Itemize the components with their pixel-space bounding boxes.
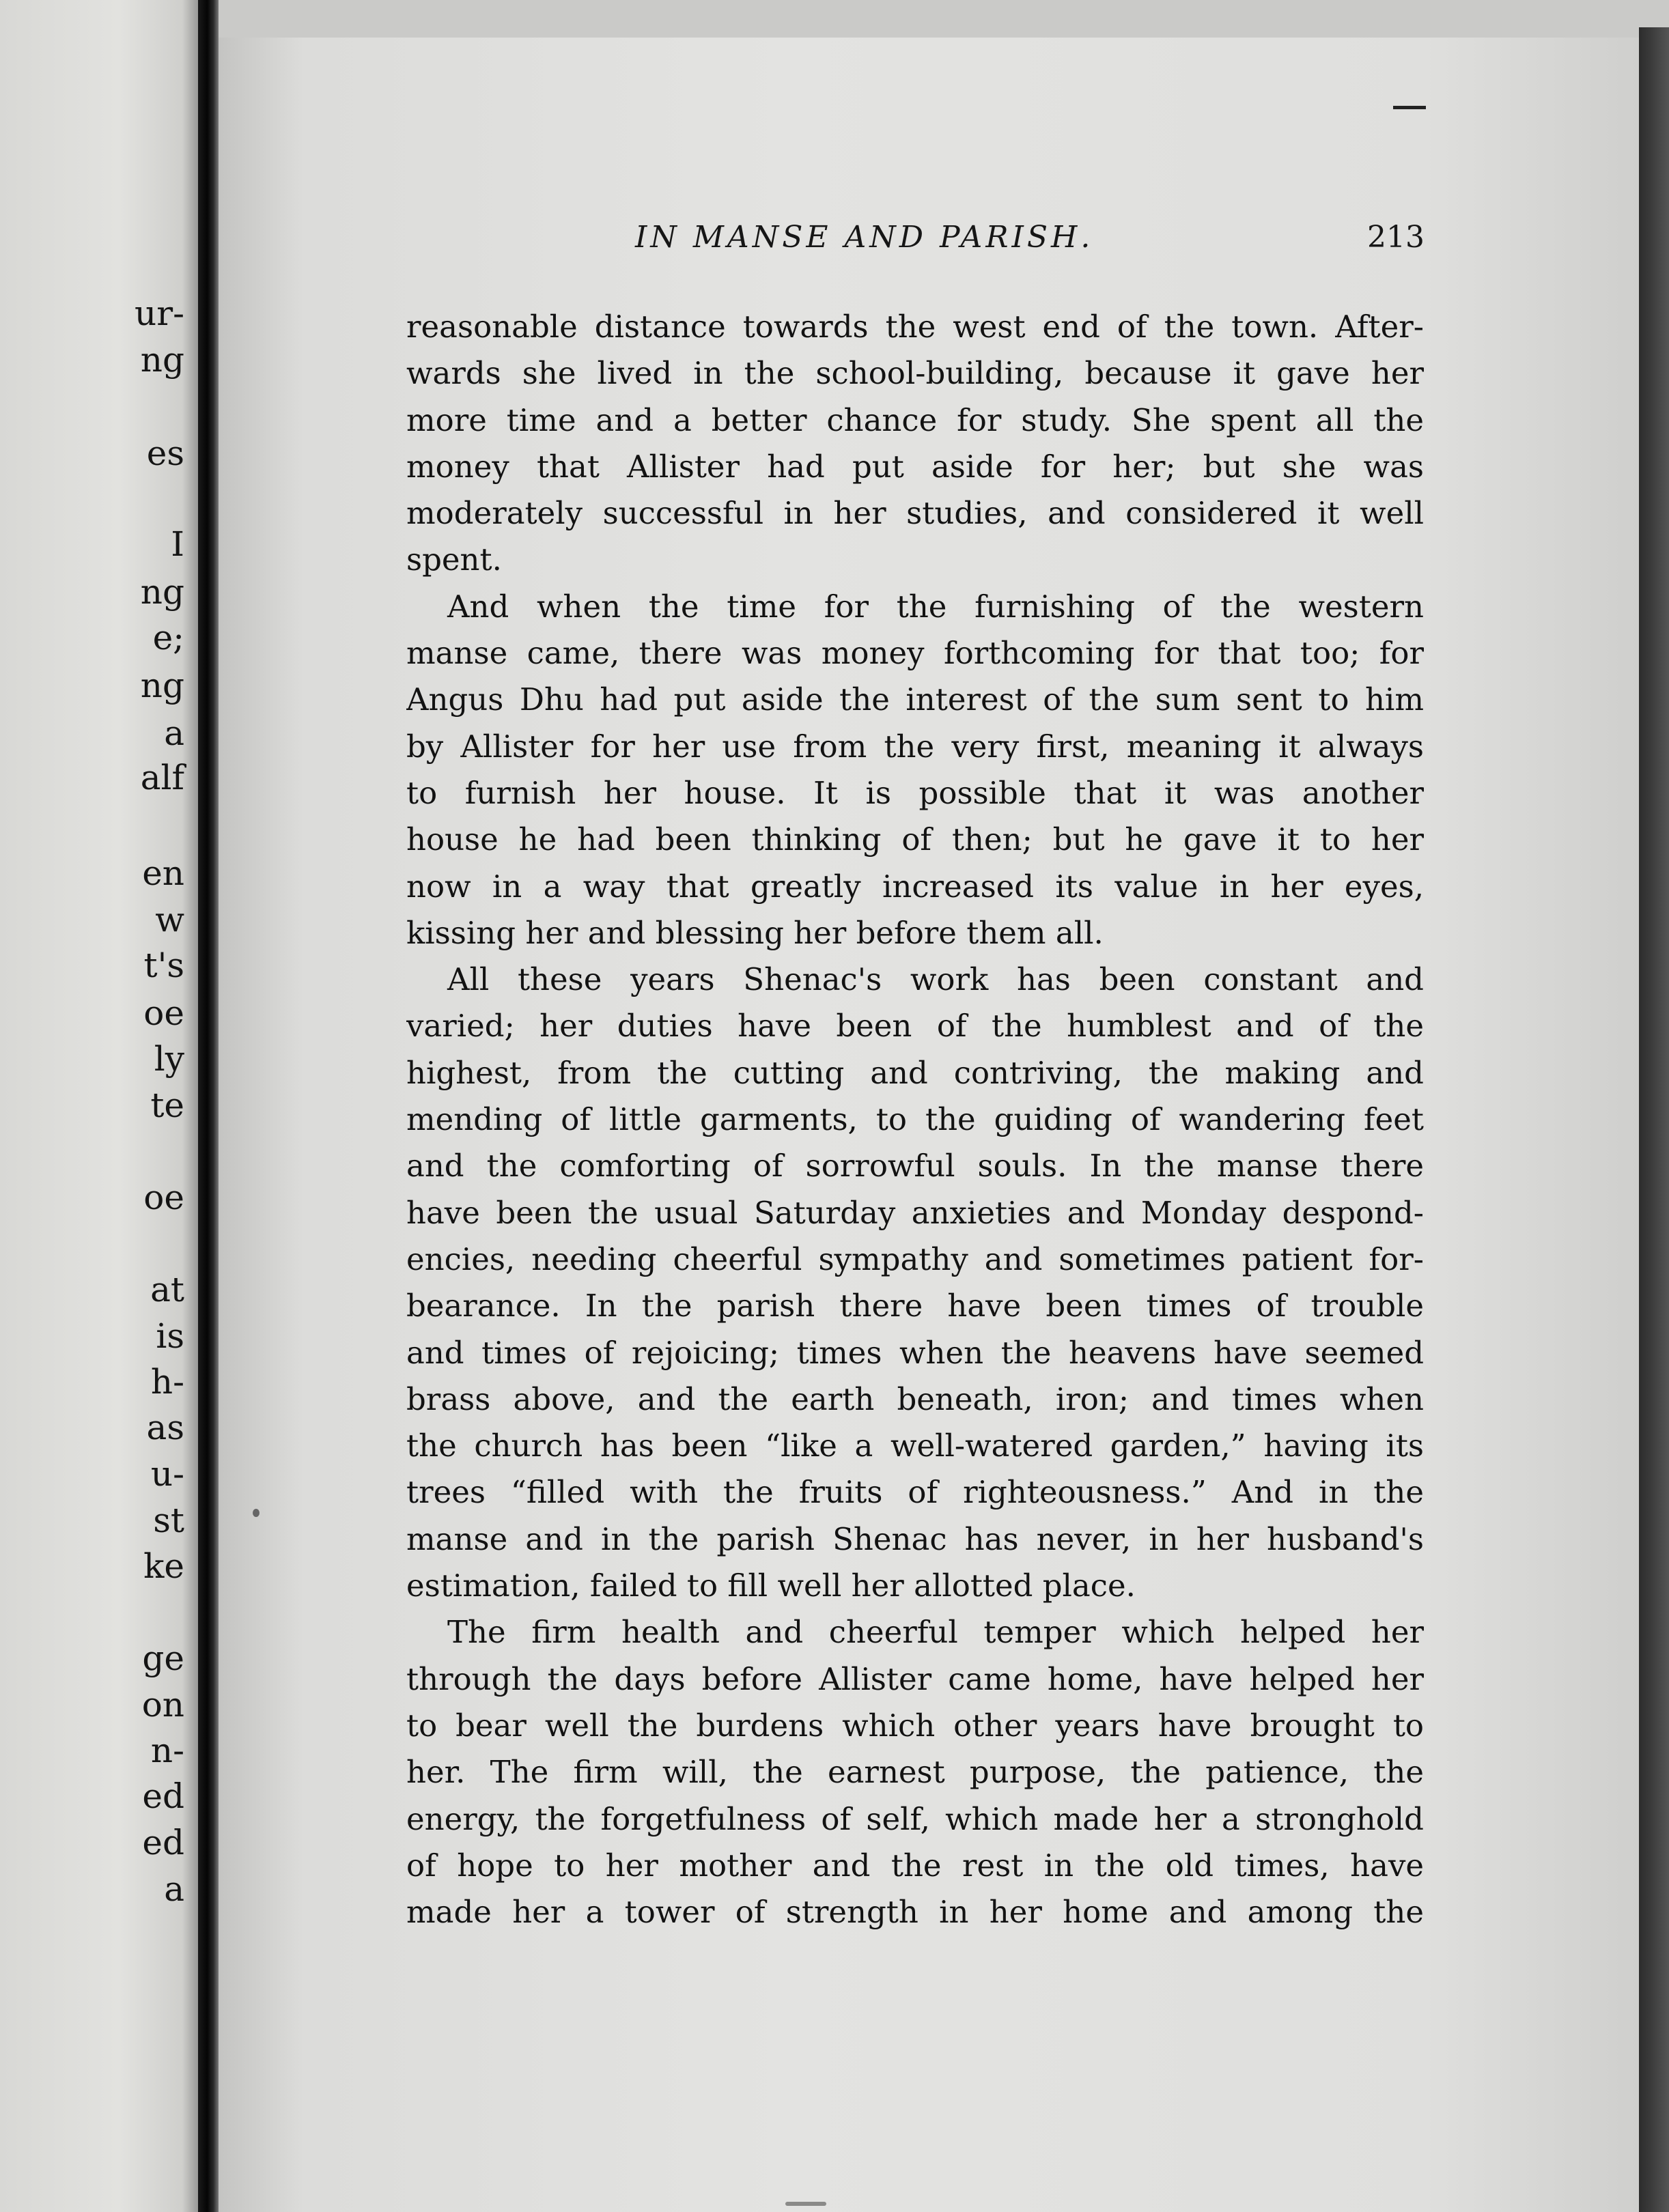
left-fragment: oe [143, 1178, 184, 1217]
left-fragment: on [141, 1685, 184, 1725]
left-fragment: as [146, 1408, 184, 1447]
text-line: money that Allister had put aside for her; but she was [406, 448, 1424, 485]
text-line: spent. [406, 541, 502, 578]
text-line: more time and a better chance for study. She spent all the [406, 401, 1424, 438]
body-text [406, 304, 1424, 1936]
ink-spot [253, 1509, 260, 1517]
text-line: highest, from the cutting and contriving, the making and [406, 1054, 1424, 1091]
left-fragment: t's [143, 946, 184, 985]
left-fragment: oe [143, 993, 184, 1033]
left-fragment: w [155, 900, 184, 939]
text-line: by Allister for her use from the very first, meaning it always [406, 728, 1424, 765]
left-fragment: ng [140, 572, 184, 612]
left-fragment: at [150, 1270, 184, 1309]
text-line: now in a way that greatly increased its value in her eyes, [406, 868, 1424, 905]
left-fragment: h- [150, 1362, 184, 1402]
text-line: moderately successful in her studies, and considered it well [406, 495, 1424, 532]
text-line: and the comforting of sorrowful souls. In the manse there [406, 1148, 1424, 1185]
text-line: of hope to her mother and the rest in the old times, have [406, 1847, 1424, 1884]
text-line: through the days before Allister came home, have helped her [406, 1660, 1424, 1697]
left-fragment: st [153, 1501, 184, 1540]
left-fragment: alf [140, 758, 184, 797]
text-line: have been the usual Saturday anxieties and Monday despond- [406, 1194, 1424, 1231]
page-edge-shadow [1639, 27, 1669, 2212]
text-line: kissing her and blessing her before them all. [406, 914, 1104, 951]
running-header [635, 220, 1427, 268]
left-facing-page [0, 0, 198, 2212]
left-fragment: ly [154, 1039, 184, 1079]
text-line: mending of little garments, to the guiding of wandering feet [406, 1101, 1424, 1138]
left-fragment: ke [143, 1546, 184, 1586]
text-line: energy, the forgetfulness of self, which made her a stronghold [406, 1800, 1424, 1837]
text-line: made her a tower of strength in her home and among the [406, 1894, 1424, 1931]
text-line: brass above, and the earth beneath, iron; and times when [406, 1380, 1424, 1417]
left-fragment: ng [140, 340, 184, 380]
running-title: IN MANSE AND PARISH. [635, 220, 1094, 255]
text-line: reasonable distance towards the west end of the town. After- [406, 309, 1424, 345]
left-fragment: te [150, 1086, 184, 1125]
text-line: manse and in the parish Shenac has never, in her husband's [406, 1520, 1424, 1557]
text-line: encies, needing cheerful sympathy and sometimes patient for- [406, 1240, 1424, 1277]
text-line: her. The firm will, the earnest purpose, the patience, the [406, 1754, 1424, 1791]
text-line: Angus Dhu had put aside the interest of the sum sent to him [406, 681, 1424, 718]
left-fragment: es [146, 434, 184, 473]
left-fragment: e; [152, 618, 184, 657]
left-fragment: u- [150, 1454, 184, 1494]
scan-top-margin [219, 0, 1669, 38]
book-gutter [198, 0, 219, 2212]
left-fragment: en [142, 853, 184, 893]
text-line: to furnish her house. It is possible that it was another [406, 774, 1424, 811]
text-line: wards she lived in the school-building, because it gave her [406, 355, 1424, 392]
text-line: bearance. In the parish there have been times of trouble [406, 1288, 1424, 1324]
left-fragment: ur- [135, 294, 184, 333]
left-fragment: ge [142, 1639, 184, 1678]
corner-dash-mark [1393, 106, 1426, 109]
text-line: manse came, there was money forthcoming for that too; for [406, 635, 1424, 672]
left-fragment: ed [142, 1776, 184, 1816]
left-fragment: a [164, 1869, 184, 1909]
left-fragment: n- [150, 1731, 184, 1770]
text-line: the church has been “like a well-watered garden,” having its [406, 1428, 1424, 1464]
text-line: The firm health and cheerful temper which helped her [447, 1614, 1424, 1651]
text-line: house he had been thinking of then; but he gave it to her [406, 821, 1424, 858]
left-fragment: I [171, 524, 184, 564]
left-fragment: is [156, 1316, 184, 1356]
text-line: varied; her duties have been of the humblest and of the [406, 1008, 1424, 1045]
text-line: All these years Shenac's work has been constant and [447, 961, 1424, 998]
bottom-smudge [785, 2202, 826, 2206]
text-line: And when the time for the furnishing of the western [447, 588, 1424, 625]
text-line: to bear well the burdens which other years have brought to [406, 1707, 1424, 1744]
left-fragment: a [164, 713, 184, 753]
left-fragment: ng [140, 666, 184, 705]
text-line: estimation, failed to fill well her allotted place. [406, 1568, 1136, 1604]
text-line: trees “filled with the fruits of righteousness.” And in the [406, 1474, 1424, 1511]
left-fragment: ed [142, 1823, 184, 1862]
page-number: 213 [1367, 220, 1425, 255]
text-line: and times of rejoicing; times when the heavens have seemed [406, 1334, 1424, 1371]
